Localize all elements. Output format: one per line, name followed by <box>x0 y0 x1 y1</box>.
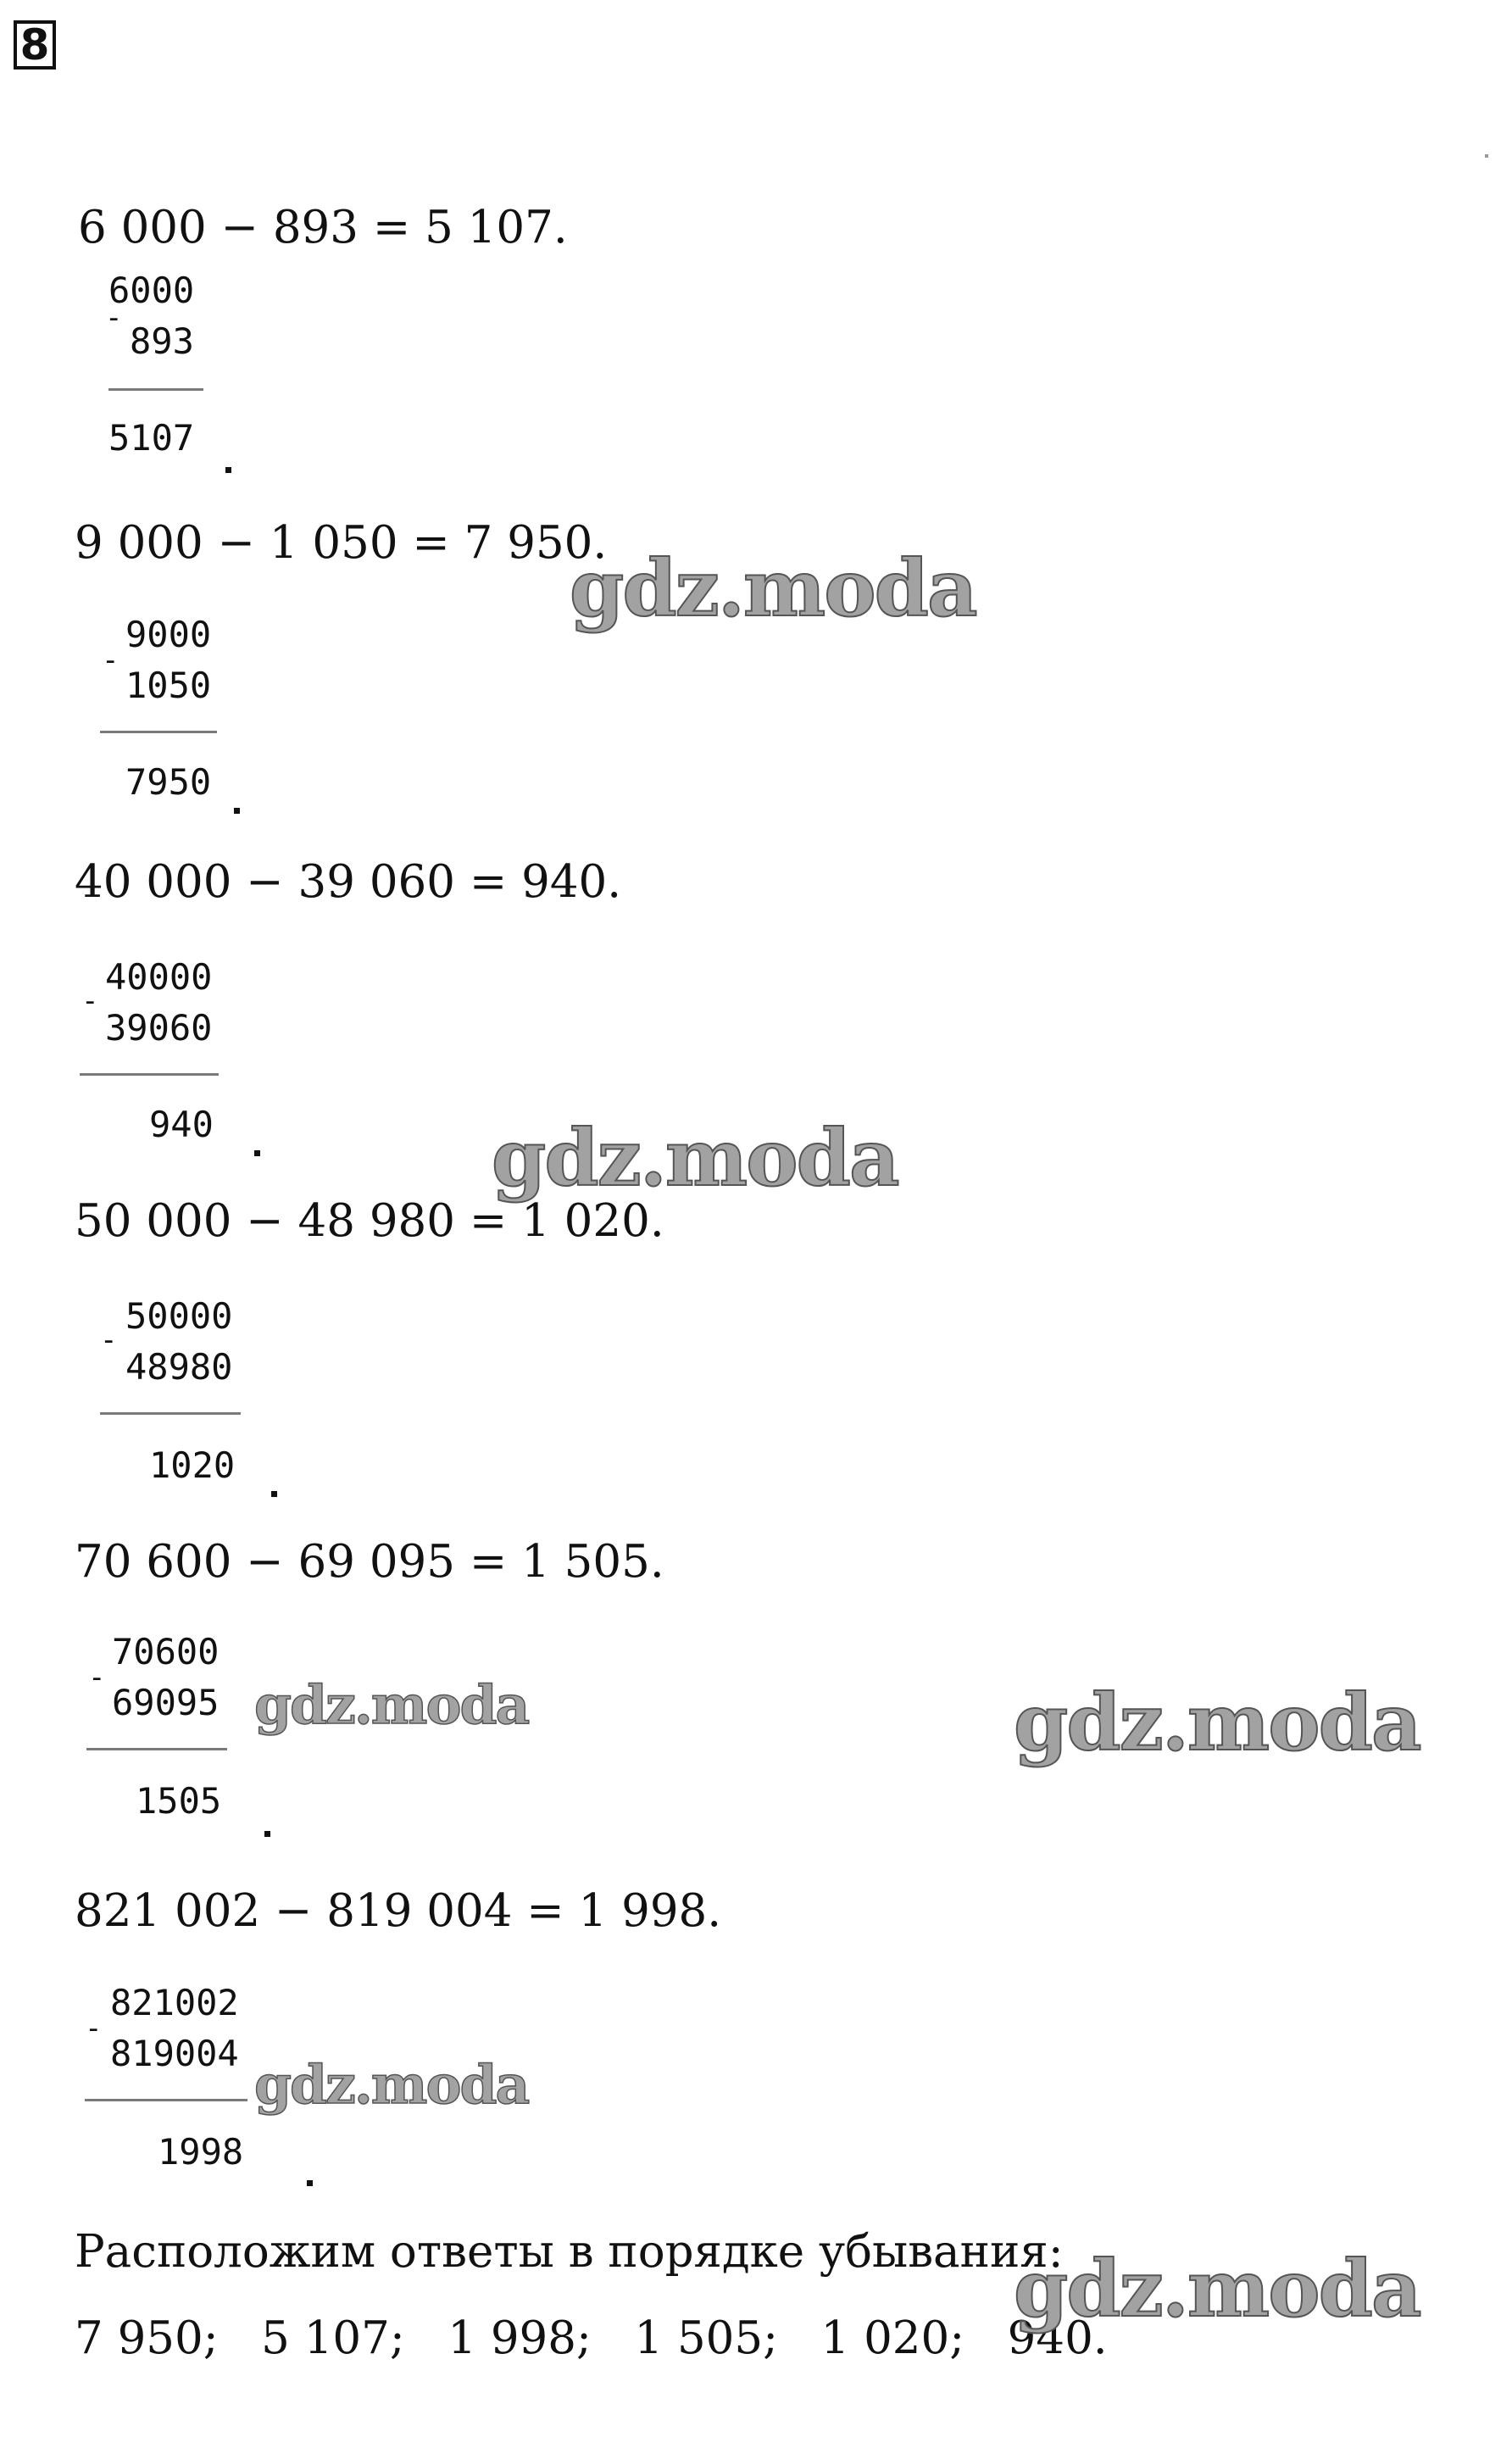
column-5-result: 1505 <box>136 1780 222 1822</box>
column-4-minus-sign: - <box>100 1323 118 1357</box>
conclusion-text: Расположим ответы в порядке убывания: <box>75 2226 1064 2278</box>
column-4-dot <box>271 1491 277 1497</box>
column-1-minuend: 6000 <box>108 270 195 311</box>
column-5-rule <box>86 1748 227 1750</box>
column-6-rule <box>85 2099 247 2101</box>
column-3-dot <box>254 1150 260 1156</box>
watermark-4: gdz.moda <box>1014 1677 1420 1768</box>
equation-3: 40 000 − 39 060 = 940. <box>75 856 622 908</box>
column-1-minus-sign: - <box>105 301 123 335</box>
answer-text: 7 950; 5 107; 1 998; 1 505; 1 020; 940. <box>75 2312 1108 2364</box>
watermark-6: gdz.moda <box>1014 2243 1420 2334</box>
column-5-dot <box>264 1831 270 1837</box>
column-6-minuend: 821002 <box>110 1982 239 2023</box>
column-6-subtrahend: 819004 <box>110 2033 239 2074</box>
equation-4: 50 000 − 48 980 = 1 020. <box>75 1195 664 1247</box>
column-3-result: 940 <box>149 1104 214 1145</box>
column-3-minus-sign: - <box>81 984 99 1018</box>
column-5-subtrahend: 69095 <box>112 1682 220 1723</box>
watermark-5: gdz.moda <box>254 2053 529 2116</box>
equation-2: 9 000 − 1 050 = 7 950. <box>75 517 608 569</box>
watermark-2: gdz.moda <box>492 1112 898 1204</box>
column-3-minuend: 40000 <box>105 956 213 998</box>
column-4-result: 1020 <box>149 1444 236 1486</box>
equation-1: 6 000 − 893 = 5 107. <box>78 202 568 253</box>
column-3-rule <box>80 1073 219 1076</box>
column-2-subtrahend: 1050 <box>125 665 212 706</box>
column-2-result: 7950 <box>125 761 212 803</box>
column-1-rule <box>108 388 203 391</box>
column-2-rule <box>100 731 217 733</box>
column-4-minuend: 50000 <box>125 1295 233 1337</box>
watermark-1: gdz.moda <box>570 543 976 634</box>
column-3-subtrahend: 39060 <box>105 1007 213 1049</box>
column-2-minuend: 9000 <box>125 614 212 655</box>
column-5-minuend: 70600 <box>112 1631 220 1672</box>
equation-5: 70 600 − 69 095 = 1 505. <box>75 1536 664 1588</box>
column-1-dot <box>225 467 231 473</box>
column-2-dot <box>234 808 240 814</box>
column-4-subtrahend: 48980 <box>125 1346 233 1388</box>
watermark-3: gdz.moda <box>254 1673 529 1736</box>
column-4-rule <box>100 1412 241 1415</box>
task-number-box: 8 <box>14 20 56 70</box>
column-6-dot <box>307 2180 313 2186</box>
column-6-result: 1998 <box>158 2131 244 2173</box>
column-5-minus-sign: - <box>88 1661 106 1694</box>
column-2-minus-sign: - <box>102 643 120 677</box>
column-6-minus-sign: - <box>85 2012 103 2045</box>
column-1-subtrahend: 893 <box>130 320 194 362</box>
column-1-result: 5107 <box>108 417 195 459</box>
scan-speck <box>1485 154 1488 158</box>
equation-6: 821 002 − 819 004 = 1 998. <box>75 1885 722 1937</box>
